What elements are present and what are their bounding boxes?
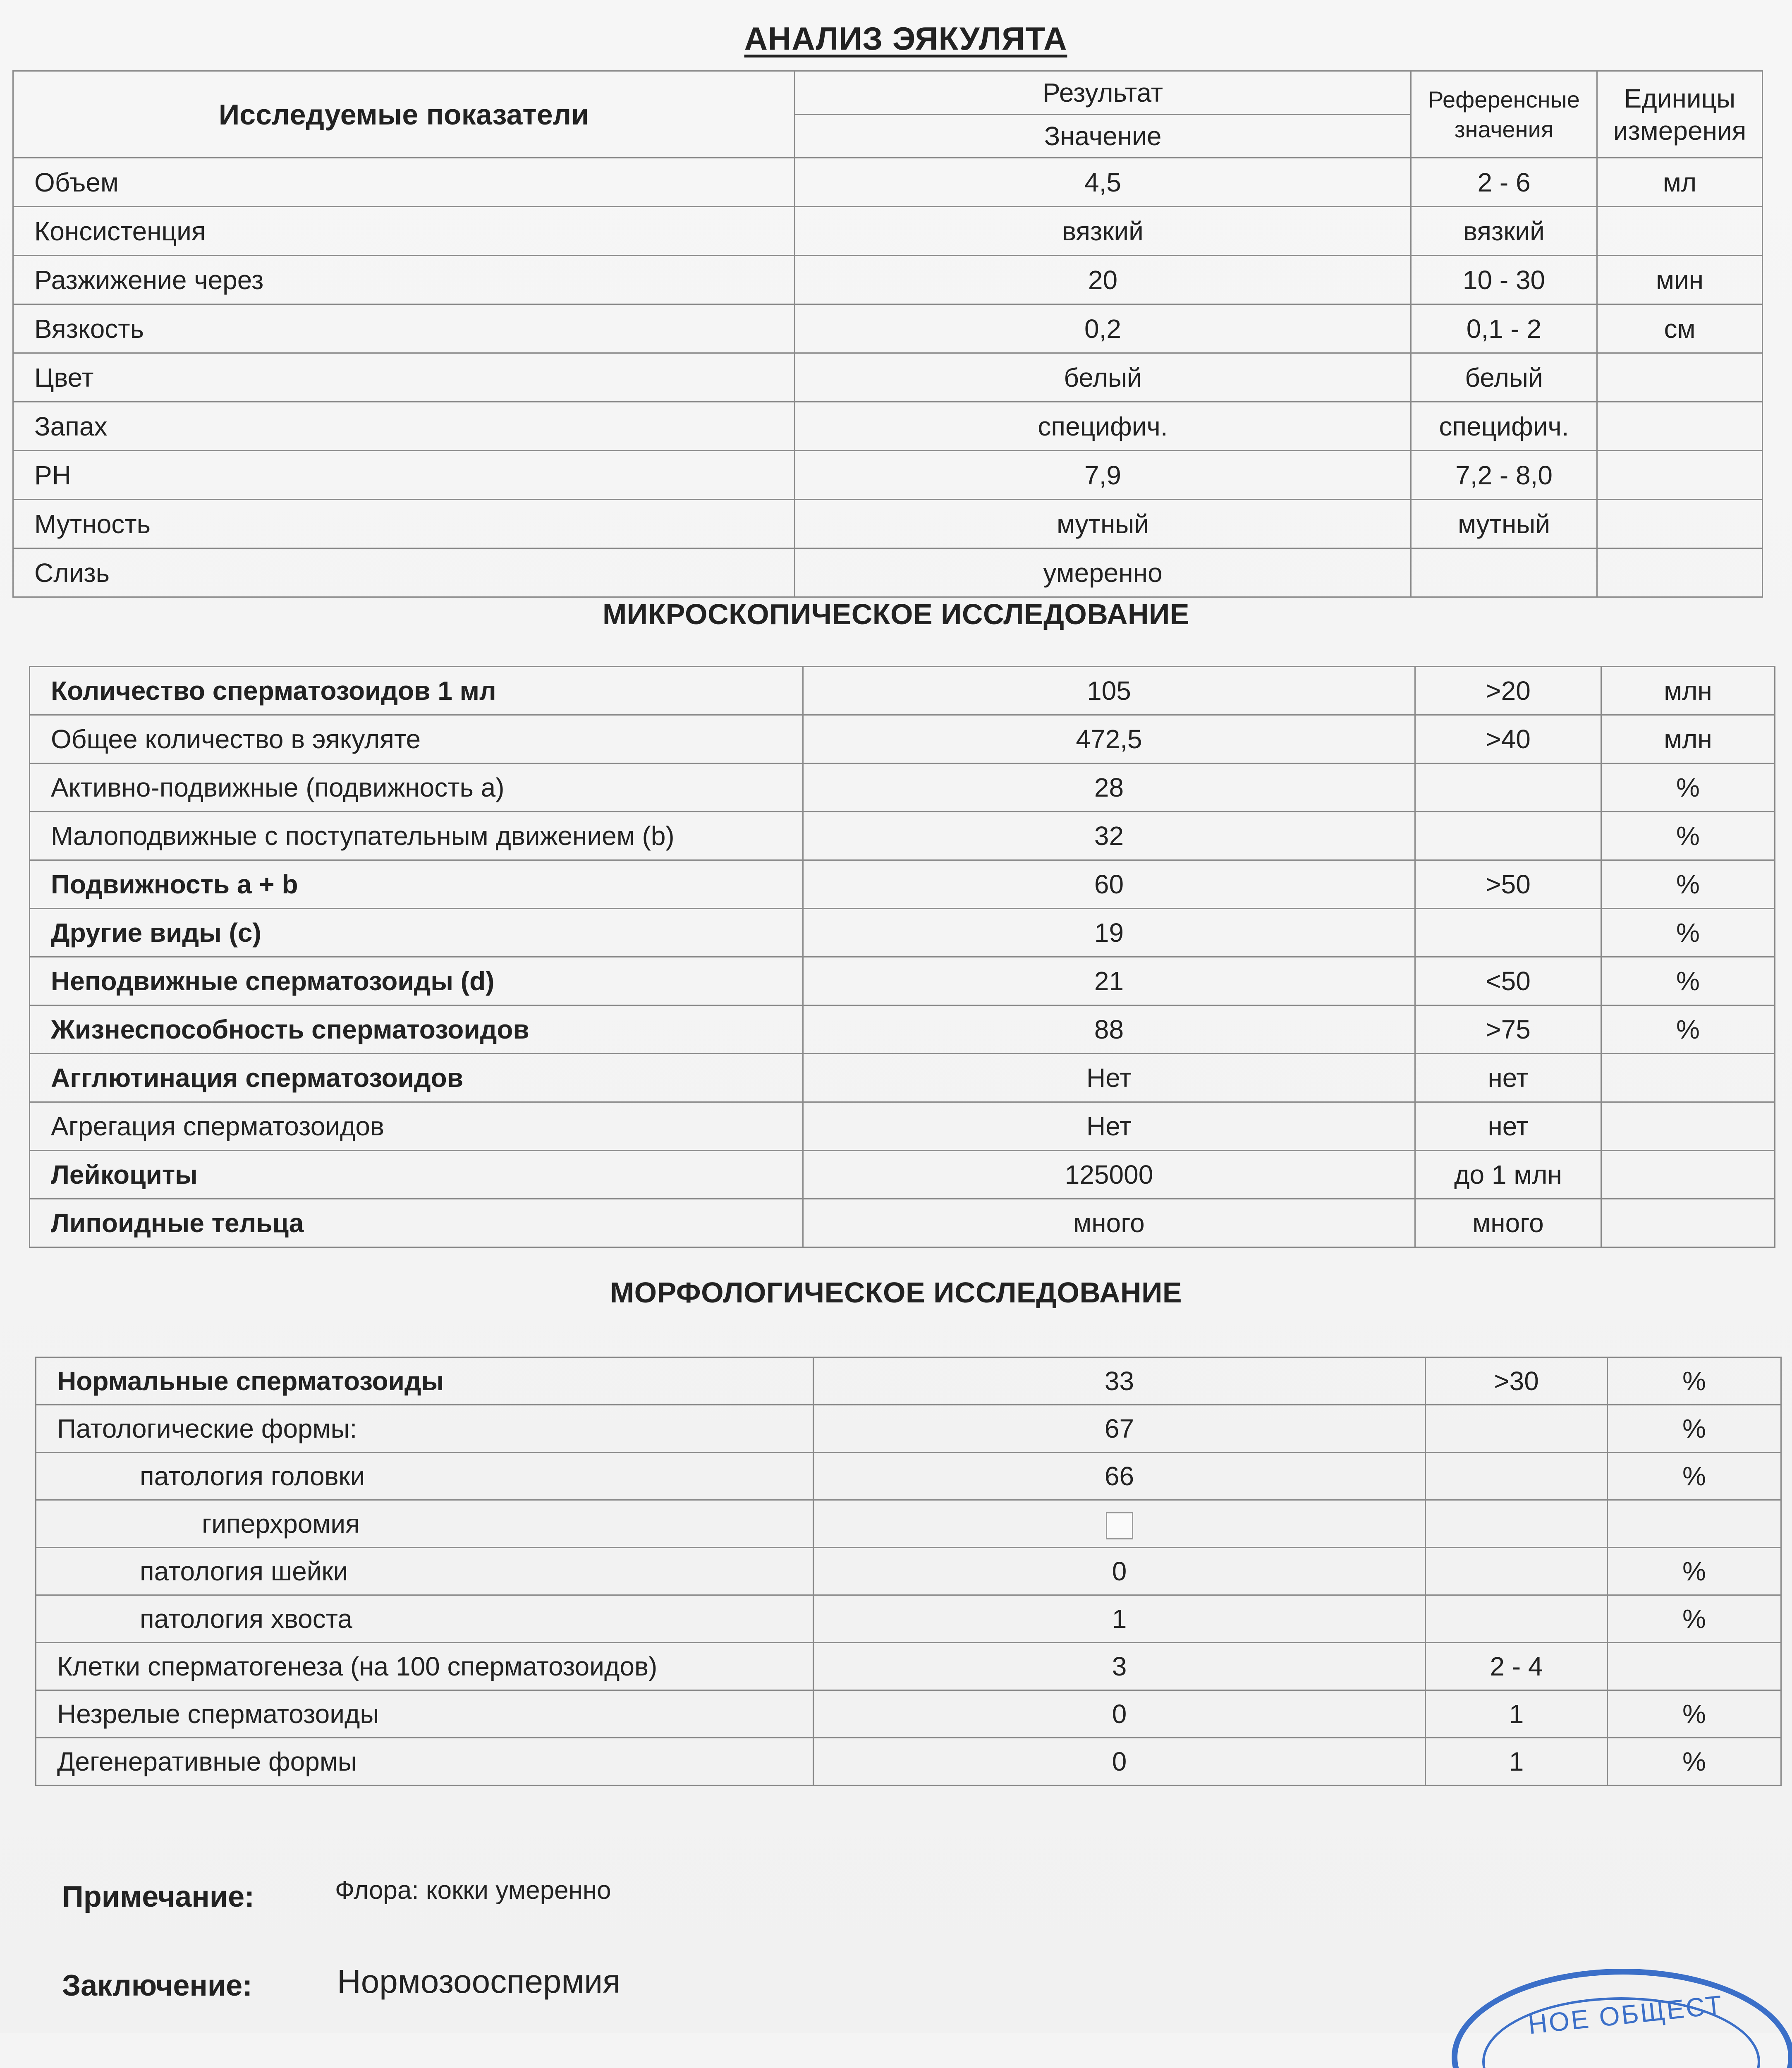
cell-ref [1426, 1548, 1608, 1595]
cell-ref [1415, 764, 1601, 812]
cell-name: Другие виды (c) [30, 909, 803, 957]
cell-unit: см [1597, 304, 1763, 353]
table-row [13, 402, 1763, 451]
cell-ref: 1 [1426, 1738, 1608, 1786]
cell-name: Лейкоциты [30, 1151, 803, 1199]
cell-name: Нормальные сперматозоиды [36, 1357, 813, 1405]
cell-unit: % [1608, 1405, 1781, 1453]
cell-value: вязкий [795, 207, 1411, 256]
cell-value: 67 [813, 1405, 1426, 1453]
cell-ref: вязкий [1411, 207, 1597, 256]
cell-value: 0 [813, 1690, 1426, 1738]
cell-ref: >50 [1415, 860, 1601, 909]
cell-name: Малоподвижные с поступательным движением (b) [30, 812, 803, 860]
cell-unit [1608, 1643, 1781, 1690]
cell-value: 19 [803, 909, 1415, 957]
header-value: Значение [795, 115, 1411, 158]
table-row [30, 1054, 1775, 1102]
cell-value: 21 [803, 957, 1415, 1005]
cell-name: Мутность [13, 500, 795, 548]
cell-name: Запах [13, 402, 795, 451]
cell-value: 32 [803, 812, 1415, 860]
cell-unit: % [1608, 1453, 1781, 1500]
cell-name: PH [13, 451, 795, 500]
table-row [13, 451, 1763, 500]
table-row [30, 812, 1775, 860]
stamp-text: НОЕ ОБЩЕСТ [1526, 1989, 1725, 2040]
header-reference: Референсные значения [1411, 71, 1597, 158]
cell-unit: % [1601, 764, 1775, 812]
table-row [36, 1690, 1781, 1738]
table-row [36, 1500, 1781, 1548]
table-row [36, 1548, 1781, 1595]
table-row [30, 1102, 1775, 1151]
table-row [30, 1005, 1775, 1054]
table-row [13, 207, 1763, 256]
cell-name: Вязкость [13, 304, 795, 353]
table-row [36, 1595, 1781, 1643]
conclusion-text: Нормозооспермия [337, 1963, 621, 2000]
cell-ref: нет [1415, 1102, 1601, 1151]
table-row [30, 1151, 1775, 1199]
cell-unit [1601, 1151, 1775, 1199]
cell-name: Незрелые сперматозоиды [36, 1690, 813, 1738]
cell-value: 0 [813, 1548, 1426, 1595]
cell-name: патология головки [36, 1453, 813, 1500]
cell-value: много [803, 1199, 1415, 1247]
cell-unit [1608, 1500, 1781, 1548]
cell-value: 105 [803, 667, 1415, 715]
cell-name: патология шейки [36, 1548, 813, 1595]
cell-value: 33 [813, 1357, 1426, 1405]
header-units: Единицы измерения [1597, 71, 1763, 158]
cell-unit: % [1608, 1690, 1781, 1738]
cell-name: Количество сперматозоидов 1 мл [30, 667, 803, 715]
cell-name: Дегенеративные формы [36, 1738, 813, 1786]
table-row [36, 1738, 1781, 1786]
cell-name: Консистенция [13, 207, 795, 256]
table-row [30, 764, 1775, 812]
cell-ref [1426, 1405, 1608, 1453]
note-text: Флора: кокки умеренно [335, 1876, 611, 1905]
table-row [13, 158, 1763, 207]
cell-ref: белый [1411, 353, 1597, 402]
cell-ref [1426, 1500, 1608, 1548]
table-row [30, 860, 1775, 909]
table-row [30, 667, 1775, 715]
cell-value: 88 [803, 1005, 1415, 1054]
cell-value: 60 [803, 860, 1415, 909]
cell-ref: >30 [1426, 1357, 1608, 1405]
cell-name: Агглютинация сперматозоидов [30, 1054, 803, 1102]
cell-value: мутный [795, 500, 1411, 548]
cell-unit [1601, 1102, 1775, 1151]
cell-unit: млн [1601, 667, 1775, 715]
cell-ref: >75 [1415, 1005, 1601, 1054]
macro-table [12, 70, 1763, 598]
cell-name: Патологические формы: [36, 1405, 813, 1453]
cell-ref [1415, 812, 1601, 860]
cell-ref: мутный [1411, 500, 1597, 548]
cell-ref: >40 [1415, 715, 1601, 764]
cell-value: специфич. [795, 402, 1411, 451]
cell-unit: мин [1597, 256, 1763, 304]
cell-unit: % [1601, 957, 1775, 1005]
cell-ref [1411, 548, 1597, 597]
microscopic-section-title: МИКРОСКОПИЧЕСКОЕ ИССЛЕДОВАНИЕ [602, 598, 1190, 630]
cell-name: патология хвоста [36, 1595, 813, 1643]
table-row [36, 1643, 1781, 1690]
cell-ref: 2 - 6 [1411, 158, 1597, 207]
cell-value: 7,9 [795, 451, 1411, 500]
note-label: Примечание: [62, 1880, 255, 1913]
document-title: АНАЛИЗ ЭЯКУЛЯТА [744, 20, 1067, 57]
cell-value: 125000 [803, 1151, 1415, 1199]
cell-ref: 7,2 - 8,0 [1411, 451, 1597, 500]
table-row [30, 715, 1775, 764]
cell-ref: до 1 млн [1415, 1151, 1601, 1199]
cell-ref: нет [1415, 1054, 1601, 1102]
cell-name: Разжижение через [13, 256, 795, 304]
cell-ref [1415, 909, 1601, 957]
cell-ref: 1 [1426, 1690, 1608, 1738]
cell-ref: 10 - 30 [1411, 256, 1597, 304]
table-row [13, 256, 1763, 304]
cell-unit: % [1601, 909, 1775, 957]
cell-ref: специфич. [1411, 402, 1597, 451]
cell-name: Объем [13, 158, 795, 207]
cell-unit [1597, 402, 1763, 451]
cell-unit [1597, 500, 1763, 548]
cell-value: 1 [813, 1595, 1426, 1643]
checkbox-icon [1106, 1512, 1133, 1539]
cell-unit: % [1601, 860, 1775, 909]
cell-name: Неподвижные сперматозоиды (d) [30, 957, 803, 1005]
table-row [36, 1453, 1781, 1500]
cell-unit [1597, 353, 1763, 402]
cell-name: Агрегация сперматозоидов [30, 1102, 803, 1151]
cell-name: Жизнеспособность сперматозоидов [30, 1005, 803, 1054]
table-row [13, 353, 1763, 402]
header-result: Результат [795, 71, 1411, 115]
cell-ref: 2 - 4 [1426, 1643, 1608, 1690]
morph-table [35, 1357, 1782, 1786]
cell-name: Клетки сперматогенеза (на 100 сперматозоидов) [36, 1643, 813, 1690]
cell-value: Нет [803, 1102, 1415, 1151]
cell-unit: % [1601, 812, 1775, 860]
morphological-section-title: МОРФОЛОГИЧЕСКОЕ ИССЛЕДОВАНИЕ [610, 1276, 1182, 1309]
cell-name: Слизь [13, 548, 795, 597]
micro-table [29, 666, 1775, 1248]
table-row [30, 1199, 1775, 1247]
cell-unit [1601, 1199, 1775, 1247]
cell-value: 472,5 [803, 715, 1415, 764]
cell-ref: 0,1 - 2 [1411, 304, 1597, 353]
cell-unit [1597, 548, 1763, 597]
cell-ref: <50 [1415, 957, 1601, 1005]
cell-value: белый [795, 353, 1411, 402]
cell-unit: % [1608, 1738, 1781, 1786]
cell-value: умеренно [795, 548, 1411, 597]
cell-value: 4,5 [795, 158, 1411, 207]
cell-unit: % [1601, 1005, 1775, 1054]
organization-stamp [1452, 1969, 1792, 2068]
cell-ref: много [1415, 1199, 1601, 1247]
cell-unit [1597, 207, 1763, 256]
cell-ref: >20 [1415, 667, 1601, 715]
table-row [30, 909, 1775, 957]
cell-value [813, 1500, 1426, 1548]
cell-name: Цвет [13, 353, 795, 402]
cell-value: 0,2 [795, 304, 1411, 353]
cell-value: 3 [813, 1643, 1426, 1690]
cell-unit [1597, 451, 1763, 500]
table-row [13, 548, 1763, 597]
header-indicators: Исследуемые показатели [13, 71, 795, 158]
cell-unit: % [1608, 1357, 1781, 1405]
cell-unit: мл [1597, 158, 1763, 207]
cell-ref [1426, 1453, 1608, 1500]
cell-value: 0 [813, 1738, 1426, 1786]
cell-name: Липоидные тельца [30, 1199, 803, 1247]
table-row [13, 304, 1763, 353]
cell-name: Подвижность a + b [30, 860, 803, 909]
cell-unit: млн [1601, 715, 1775, 764]
cell-value: 66 [813, 1453, 1426, 1500]
cell-name: Активно-подвижные (подвижность а) [30, 764, 803, 812]
table-row [36, 1405, 1781, 1453]
cell-unit: % [1608, 1595, 1781, 1643]
cell-unit [1601, 1054, 1775, 1102]
table-row [13, 500, 1763, 548]
cell-value: 28 [803, 764, 1415, 812]
cell-value: Нет [803, 1054, 1415, 1102]
cell-ref [1426, 1595, 1608, 1643]
cell-name: Общее количество в эякуляте [30, 715, 803, 764]
cell-unit: % [1608, 1548, 1781, 1595]
cell-value: 20 [795, 256, 1411, 304]
table-row [30, 957, 1775, 1005]
table-row [36, 1357, 1781, 1405]
cell-name: гиперхромия [36, 1500, 813, 1548]
conclusion-label: Заключение: [62, 1969, 253, 2002]
